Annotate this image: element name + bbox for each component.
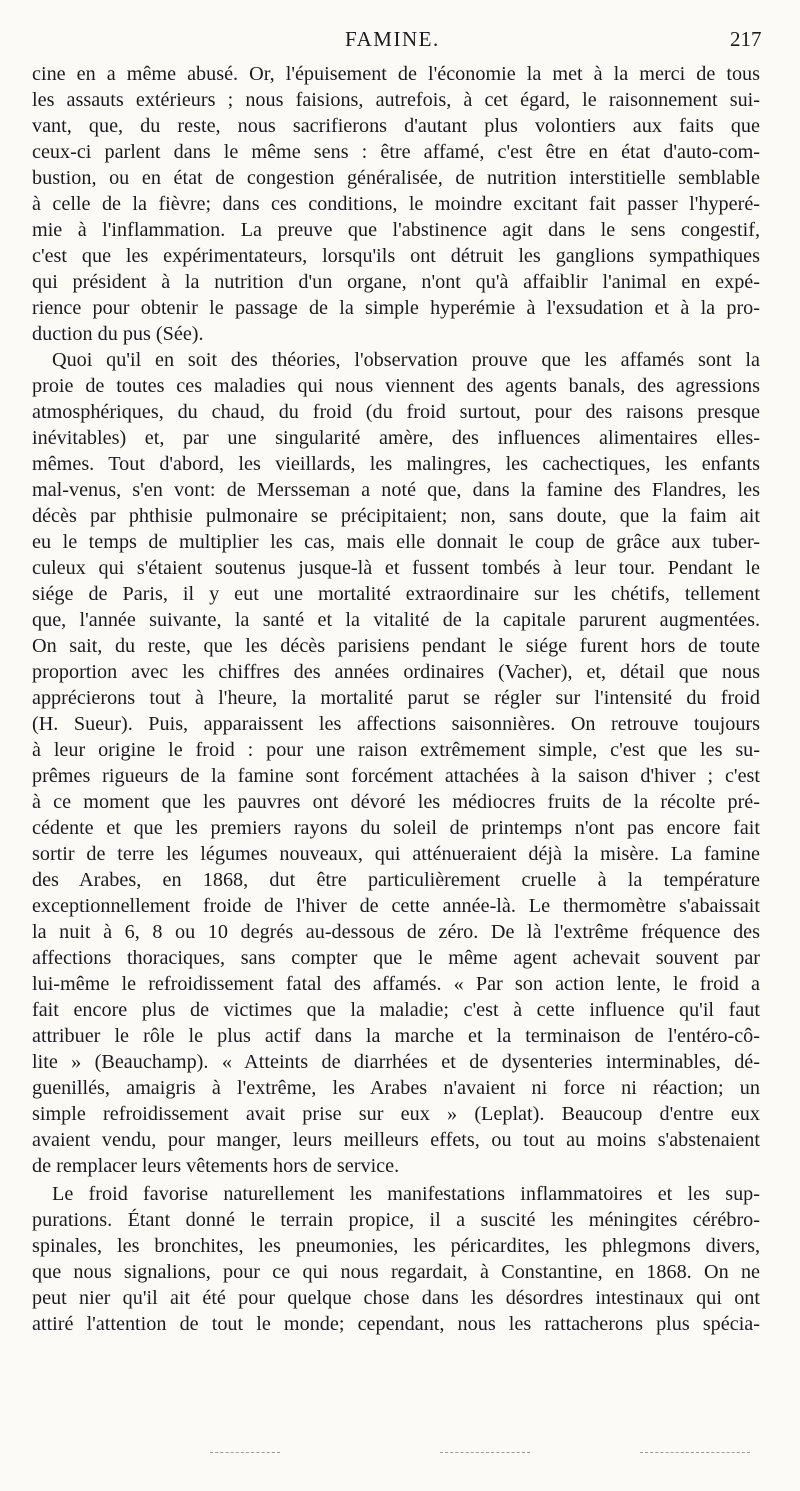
text-line: prêmes rigueurs de la famine sont forcément attachées à la saison d'hiver ; c'est — [32, 765, 760, 787]
footer-rule — [440, 1452, 530, 1453]
text-line: de remplacer leurs vêtements hors de service. — [32, 1155, 400, 1177]
text-line: apprécierons tout à l'heure, la mortalité parut se régler sur l'intensité du froid — [32, 687, 760, 709]
text-line: la nuit à 6, 8 ou 10 degrés au-dessous de zéro. De là l'extrême fréquence des — [32, 921, 760, 943]
text-line: exceptionnellement froide de l'hiver de cette année-là. Le thermomètre s'abaissait — [32, 895, 760, 917]
text-line: attribuer le rôle le plus actif dans la marche et la terminaison de l'entéro-cô- — [32, 1025, 760, 1047]
text-line: purations. Étant donné le terrain propice, il a suscité les méningites cérébro- — [32, 1209, 760, 1231]
text-line: sortir de terre les légumes nouveaux, qui atténueraient déjà la misère. La famine — [32, 843, 760, 865]
text-line: fait encore plus de victimes que la maladie; c'est à cette influence qu'il faut — [32, 999, 760, 1021]
text-line: proie de toutes ces maladies qui nous viennent des agents banals, des agressions — [32, 375, 760, 397]
text-line: vant, que, du reste, nous sacrifierons d'autant plus volontiers aux faits que — [32, 115, 760, 137]
paragraph-start-line: Le froid favorise naturellement les manifestations inflammatoires et les sup- — [52, 1183, 760, 1205]
text-line: lite » (Beauchamp). « Atteints de diarrhées et de dysenteries interminables, dé- — [32, 1051, 760, 1073]
footer-rule — [640, 1452, 750, 1453]
running-header — [0, 27, 800, 57]
text-line: siége de Paris, il y eut une mortalité extraordinaire sur les chétifs, tellement — [32, 583, 760, 605]
text-line: mêmes. Tout d'abord, les vieillards, les malingres, les cachectiques, les enfants — [32, 453, 760, 475]
text-line: c'est que les expérimentateurs, lorsqu'ils ont détruit les ganglions sympathiques — [32, 245, 760, 267]
text-line: simple refroidissement avait prise sur eux » (Leplat). Beaucoup d'entre eux — [32, 1103, 760, 1125]
text-line: eu le temps de multiplier les cas, mais elle donnait le coup de grâce aux tuber- — [32, 531, 760, 553]
text-line: avaient vendu, pour manger, leurs meilleurs effets, ou tout au moins s'abstenaient — [32, 1129, 760, 1151]
paragraph-start-line: Quoi qu'il en soit des théories, l'observation prouve que les affamés sont la — [52, 349, 760, 371]
text-line: mie à l'inflammation. La preuve que l'abstinence agit dans le sens congestif, — [32, 219, 760, 241]
text-line: attiré l'attention de tout le monde; cependant, nous les rattacherons plus spécia- — [32, 1313, 760, 1335]
text-line: affections thoraciques, sans compter que le même agent achevait souvent par — [32, 947, 760, 969]
text-line: bustion, ou en état de congestion généralisée, de nutrition interstitielle semblable — [32, 167, 760, 189]
running-title: FAMINE. — [345, 27, 440, 51]
text-line: que nous signalions, pour ce qui nous regardait, à Constantine, en 1868. On ne — [32, 1261, 760, 1283]
text-line: à ce moment que les pauvres ont dévoré les médiocres fruits de la récolte pré- — [32, 791, 760, 813]
text-line: mal-venus, s'en vont: de Mersseman a noté que, dans la famine des Flandres, les — [32, 479, 760, 501]
text-line: On sait, du reste, que les décès parisiens pendant le siége furent hors de toute — [32, 635, 760, 657]
text-line: des Arabes, en 1868, dut être particulièrement cruelle à la température — [32, 869, 760, 891]
text-line: rience pour obtenir le passage de la simple hyperémie à l'exsudation et à la pro- — [32, 297, 760, 319]
text-line: guenillés, amaigris à l'extrême, les Arabes n'avaient ni force ni réaction; un — [32, 1077, 760, 1099]
text-line: cédente et que les premiers rayons du soleil de printemps n'ont pas encore fait — [32, 817, 760, 839]
text-line: proportion avec les chiffres des années ordinaires (Vacher), et, détail que nous — [32, 661, 760, 683]
text-line: à celle de la fièvre; dans ces conditions, le moindre excitant fait passer l'hyperé- — [32, 193, 760, 215]
text-line: que, l'année suivante, la santé et la vitalité de la capitale parurent augmentées. — [32, 609, 760, 631]
text-line: décès par phthisie pulmonaire se précipitaient; non, sans doute, que la faim ait — [32, 505, 760, 527]
text-line: à leur origine le froid : pour une raison extrêmement simple, c'est que les su- — [32, 739, 760, 761]
text-line: lui-même le refroidissement fatal des affamés. « Par son action lente, le froid a — [32, 973, 760, 995]
page-number: 217 — [730, 27, 762, 51]
text-line: (H. Sueur). Puis, apparaissent les affections saisonnières. On retrouve toujours — [32, 713, 760, 735]
text-line: atmosphériques, du chaud, du froid (du froid surtout, pour des raisons presque — [32, 401, 760, 423]
body-text — [32, 61, 760, 1337]
footer-rule — [210, 1452, 280, 1453]
text-line: les assauts extérieurs ; nous faisions, autrefois, à cet égard, le raisonnement sui- — [32, 89, 760, 111]
text-line: culeux qui s'étaient soutenus jusque-là et fussent tombés à leur tour. Pendant le — [32, 557, 760, 579]
text-line: inévitables) et, par une singularité amère, des influences alimentaires elles- — [32, 427, 760, 449]
text-line: duction du pus (Sée). — [32, 323, 204, 345]
text-line: spinales, les bronchites, les pneumonies, les péricardites, les phlegmons divers, — [32, 1235, 760, 1257]
text-line: ceux-ci parlent dans le même sens : être affamé, c'est être en état d'auto-com- — [32, 141, 760, 163]
text-line: qui président à la nutrition d'un organe, n'ont qu'à affaiblir l'animal en expé- — [32, 271, 760, 293]
text-line: peut nier qu'il ait été pour quelque chose dans les désordres intestinaux qui ont — [32, 1287, 760, 1309]
text-line: cine en a même abusé. Or, l'épuisement de l'économie la met à la merci de tous — [32, 63, 760, 85]
